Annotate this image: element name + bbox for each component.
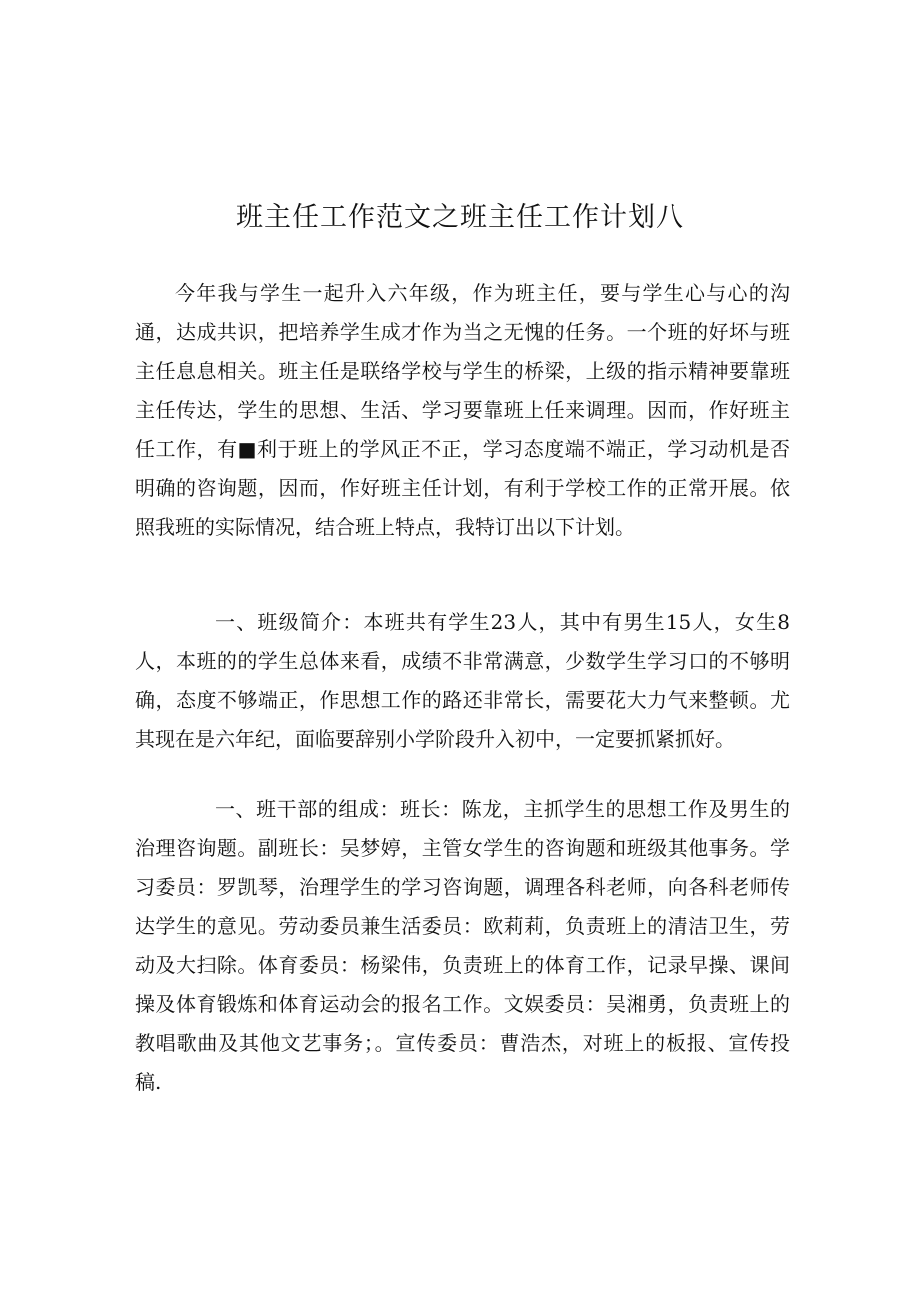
paragraph-class-overview: 一、班级简介：本班共有学生23人，其中有男生15人，女生8人，本班的的学生总体来看，成绩不非常满意，少数学生学习口的不够明确，态度不够端正，作思想工作的路还非常长，需要花大力气来整顿。尤其现在是六年纪，面临要辞别小学阶段升入初中，一定要抓紧抓好。 (135, 610, 790, 751)
paragraph-class-cadres: 一、班干部的组成：班长：陈龙，主抓学生的思想工作及男生的治理咨询题。副班长：吴梦婷，主管女学生的咨询题和班级其他事务。学习委员：罗凯琴，治理学生的学习咨询题，调理各科老师，向各科老师传达学生的意见。劳动委员兼生活委员：欧莉莉，负责班上的清洁卫生，劳动及大扫除。体育委员：杨梁伟，负责班上的体育工作，记录早操、课间操及体育锻炼和体育运动会的报名工作。文娱委员：吴湘勇，负责班上的教唱歌曲及其他文艺事务；。宣传委员：曹浩杰，对班上的板报、宣传投稿. (135, 797, 790, 1094)
document-title: 班主任工作范文之班主任工作计划八 (236, 202, 684, 233)
paragraph-intro: 今年我与学生一起升入六年级，作为班主任，要与学生心与心的沟通，达成共识，把培养学生成才作为当之无愧的任务。一个班的好坏与班主任息息相关。班主任是联络学校与学生的桥梁，上级的指示精神要靠班主任传达，学生的思想、生活、学习要靠班上任来调理。因而，作好班主任工作，有■利于班上的学风正不正，学习态度端不端正，学习动机是否明确的咨询题，因而，作好班主任计划，有利于学校工作的正常开展。依照我班的实际情况，结合班上特点，我特订出以下计划。 (135, 281, 790, 539)
